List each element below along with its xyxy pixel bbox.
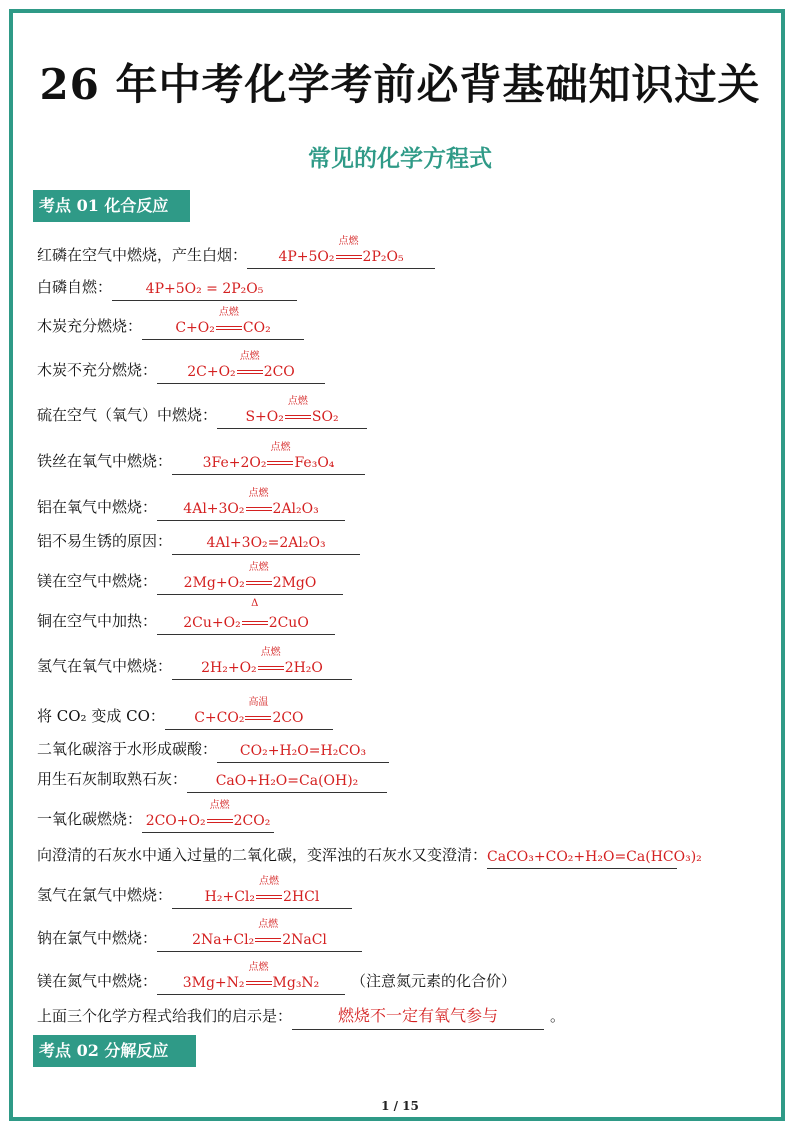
equation-answer	[142, 307, 304, 336]
equation-row	[37, 647, 352, 680]
double-equals-sign	[245, 716, 271, 720]
double-equals-sign	[246, 507, 272, 511]
condition-label: 点燃	[338, 236, 359, 247]
double-equals-sign	[285, 415, 311, 419]
equation-row	[37, 962, 517, 995]
question-label: 一氧化碳燃烧：	[37, 810, 143, 828]
reaction-condition	[255, 876, 283, 905]
question-label: 白磷自燃：	[37, 278, 113, 296]
equation-answer	[142, 800, 274, 829]
equation-answer	[172, 876, 352, 905]
equation-row	[37, 919, 362, 952]
equation-row	[37, 839, 702, 869]
condition-label: 点燃	[218, 307, 239, 318]
equation-row	[37, 733, 389, 763]
condition-label: 点燃	[209, 800, 230, 811]
answer-blank	[187, 762, 387, 793]
answer-blank	[157, 490, 345, 521]
condition-label: 高温	[248, 697, 269, 708]
answer-blank	[157, 598, 335, 635]
equation-row	[37, 800, 274, 833]
equation-reactants: S+O₂	[245, 409, 284, 425]
reaction-condition	[206, 800, 234, 829]
answer-blank	[112, 270, 297, 301]
question-label: 木炭不充分燃烧：	[37, 361, 158, 379]
reaction-condition	[236, 351, 264, 380]
equation-products: 2CO	[263, 364, 295, 380]
equation-answer	[217, 743, 389, 759]
equation-products: Mg₃N₂	[272, 975, 320, 991]
double-equals-sign	[246, 581, 272, 585]
equation-answer	[217, 396, 367, 425]
equation-answer	[172, 647, 352, 676]
question-label: 将 CO₂ 变成 CO：	[37, 707, 165, 725]
double-equals-sign	[267, 461, 293, 465]
equation-reactants: 3Mg+N₂	[182, 975, 245, 991]
equation-answer	[157, 919, 362, 948]
equation-reactants: 2H₂+O₂	[201, 660, 257, 676]
double-equals-sign	[258, 666, 284, 670]
question-label: 氢气在氯气中燃烧：	[37, 886, 173, 904]
condition-label: 点燃	[259, 876, 280, 887]
equation-products: 2MgO	[272, 575, 317, 591]
equation-row	[37, 488, 345, 521]
question-label: 镁在空气中燃烧：	[37, 572, 158, 590]
question-label: 铜在空气中加热：	[37, 612, 158, 630]
equation-answer	[157, 598, 335, 631]
page-number: 1 / 15	[381, 1099, 419, 1113]
equation-products: SO₂	[311, 409, 339, 425]
equation-reactants: 燃烧不一定有氧气参与	[338, 1006, 499, 1025]
equation-reactants: CaO+H₂O=Ca(OH)₂	[215, 773, 359, 789]
equation-row	[37, 271, 297, 301]
question-label: 硫在空气（氧气）中燃烧：	[37, 406, 218, 424]
condition-label: 点燃	[260, 647, 281, 658]
answer-blank	[172, 649, 352, 680]
equation-row	[37, 562, 343, 595]
reaction-condition	[215, 307, 243, 336]
double-equals-sign	[216, 326, 242, 330]
section-header-combination-reaction: 考点 01 化合反应	[33, 190, 190, 222]
equation-products: 2NaCl	[282, 932, 327, 948]
equation-reactants: C+CO₂	[194, 710, 245, 726]
condition-label: 点燃	[239, 351, 260, 362]
double-equals-sign	[246, 981, 272, 985]
reaction-condition	[266, 442, 294, 471]
equation-products: 2CO₂	[233, 813, 271, 829]
reaction-condition	[257, 647, 285, 676]
answer-blank	[487, 838, 702, 869]
equation-answer	[157, 351, 325, 380]
equation-row	[37, 697, 333, 730]
reaction-condition	[244, 697, 272, 726]
condition-label: 点燃	[248, 562, 269, 573]
double-equals-sign	[207, 819, 233, 823]
condition-label: Δ	[251, 598, 259, 609]
question-label: 氢气在氧气中燃烧：	[37, 657, 173, 675]
reaction-condition	[245, 488, 273, 517]
condition-label: 点燃	[270, 442, 291, 453]
question-label: 铝不易生锈的原因：	[37, 532, 173, 550]
equation-answer	[157, 562, 343, 591]
equation-answer	[172, 442, 365, 471]
equation-row	[37, 236, 435, 269]
equation-row	[37, 598, 335, 635]
equation-products: 2Al₂O₃	[272, 501, 319, 517]
condition-label: 点燃	[287, 396, 308, 407]
equation-reactants: 4Al+3O₂=2Al₂O₃	[206, 535, 326, 551]
equation-products: 2P₂O₅	[362, 249, 404, 265]
equation-reactants: CaCO₃+CO₂+H₂O=Ca(HCO₃)₂	[487, 849, 702, 865]
answer-blank	[172, 444, 365, 475]
equation-answer	[247, 236, 435, 265]
reaction-condition	[284, 396, 312, 425]
question-label: 钠在氯气中燃烧：	[37, 929, 158, 947]
answer-blank	[165, 699, 333, 730]
reaction-condition	[245, 962, 273, 991]
equation-reactants: 2C+O₂	[187, 364, 236, 380]
equation-answer	[157, 962, 345, 991]
question-label: 上面三个化学方程式给我们的启示是：	[37, 1007, 293, 1025]
equation-reactants: 2Na+Cl₂	[192, 932, 255, 948]
equation-reactants: CO₂+H₂O=H₂CO₃	[239, 743, 367, 759]
equation-answer	[172, 535, 360, 551]
answer-blank	[172, 524, 360, 555]
equation-row	[37, 876, 352, 909]
question-label: 镁在氮气中燃烧：	[37, 972, 158, 990]
equation-reactants: 3Fe+2O₂	[202, 455, 267, 471]
equation-answer	[487, 849, 702, 865]
reaction-condition	[245, 562, 273, 591]
answer-blank	[217, 398, 367, 429]
question-label: 铝在氧气中燃烧：	[37, 498, 158, 516]
trailing-note: （注意氮元素的化合价）	[351, 972, 517, 990]
equation-products: 2CuO	[268, 615, 309, 631]
condition-label: 点燃	[258, 919, 279, 930]
equation-reactants: 4P+5O₂ = 2P₂O₅	[145, 281, 264, 297]
equation-row	[37, 396, 367, 429]
answer-blank	[142, 802, 274, 833]
section-header-decomposition-reaction: 考点 02 分解反应	[33, 1035, 196, 1067]
answer-blank	[217, 732, 389, 763]
equation-row	[37, 442, 365, 475]
equation-answer	[112, 281, 297, 297]
equation-products: 2H₂O	[284, 660, 323, 676]
equation-reactants: 2Cu+O₂	[183, 615, 241, 631]
answer-blank	[157, 964, 345, 995]
equation-reactants: 4Al+3O₂	[183, 501, 245, 517]
double-equals-sign	[255, 938, 281, 942]
double-equals-sign	[237, 370, 263, 374]
page-subtitle: 常见的化学方程式	[308, 146, 492, 172]
double-equals-sign	[336, 255, 362, 259]
equation-row	[37, 1000, 565, 1030]
answer-blank	[172, 878, 352, 909]
equation-products: Fe₃O₄	[294, 455, 335, 471]
answer-blank	[157, 921, 362, 952]
equation-answer	[292, 1003, 544, 1026]
equation-reactants: H₂+Cl₂	[204, 889, 256, 905]
equation-row	[37, 525, 360, 555]
equation-products: 2HCl	[283, 889, 320, 905]
reaction-condition	[335, 236, 363, 265]
condition-label: 点燃	[248, 962, 269, 973]
answer-blank	[157, 353, 325, 384]
equation-answer	[187, 773, 387, 789]
equation-reactants: C+O₂	[175, 320, 215, 336]
equation-reactants: 2Mg+O₂	[183, 575, 245, 591]
equation-row	[37, 307, 304, 340]
answer-blank	[142, 309, 304, 340]
equation-reactants: 2CO+O₂	[145, 813, 206, 829]
double-equals-sign	[256, 895, 282, 899]
reaction-condition	[241, 598, 269, 631]
reaction-condition	[254, 919, 282, 948]
equation-products: CO₂	[242, 320, 271, 336]
answer-blank	[292, 999, 544, 1030]
question-label: 向澄清的石灰水中通入过量的二氧化碳，变浑浊的石灰水又变澄清：	[37, 846, 488, 864]
equation-row	[37, 351, 325, 384]
answer-blank	[247, 238, 435, 269]
question-label: 红磷在空气中燃烧，产生白烟：	[37, 246, 248, 264]
double-equals-sign	[242, 621, 268, 625]
question-label: 二氧化碳溶于水形成碳酸：	[37, 740, 218, 758]
question-label: 用生石灰制取熟石灰：	[37, 770, 188, 788]
equation-reactants: 4P+5O₂	[278, 249, 335, 265]
question-label: 铁丝在氧气中燃烧：	[37, 452, 173, 470]
equation-row	[37, 763, 387, 793]
equation-answer	[157, 488, 345, 517]
equation-answer	[165, 697, 333, 726]
question-label: 木炭充分燃烧：	[37, 317, 143, 335]
equation-products: 2CO	[272, 710, 304, 726]
page-title: 26 年中考化学考前必背基础知识过关	[39, 60, 761, 109]
trailing-note: 。	[550, 1007, 566, 1025]
condition-label: 点燃	[248, 488, 269, 499]
answer-blank	[157, 564, 343, 595]
